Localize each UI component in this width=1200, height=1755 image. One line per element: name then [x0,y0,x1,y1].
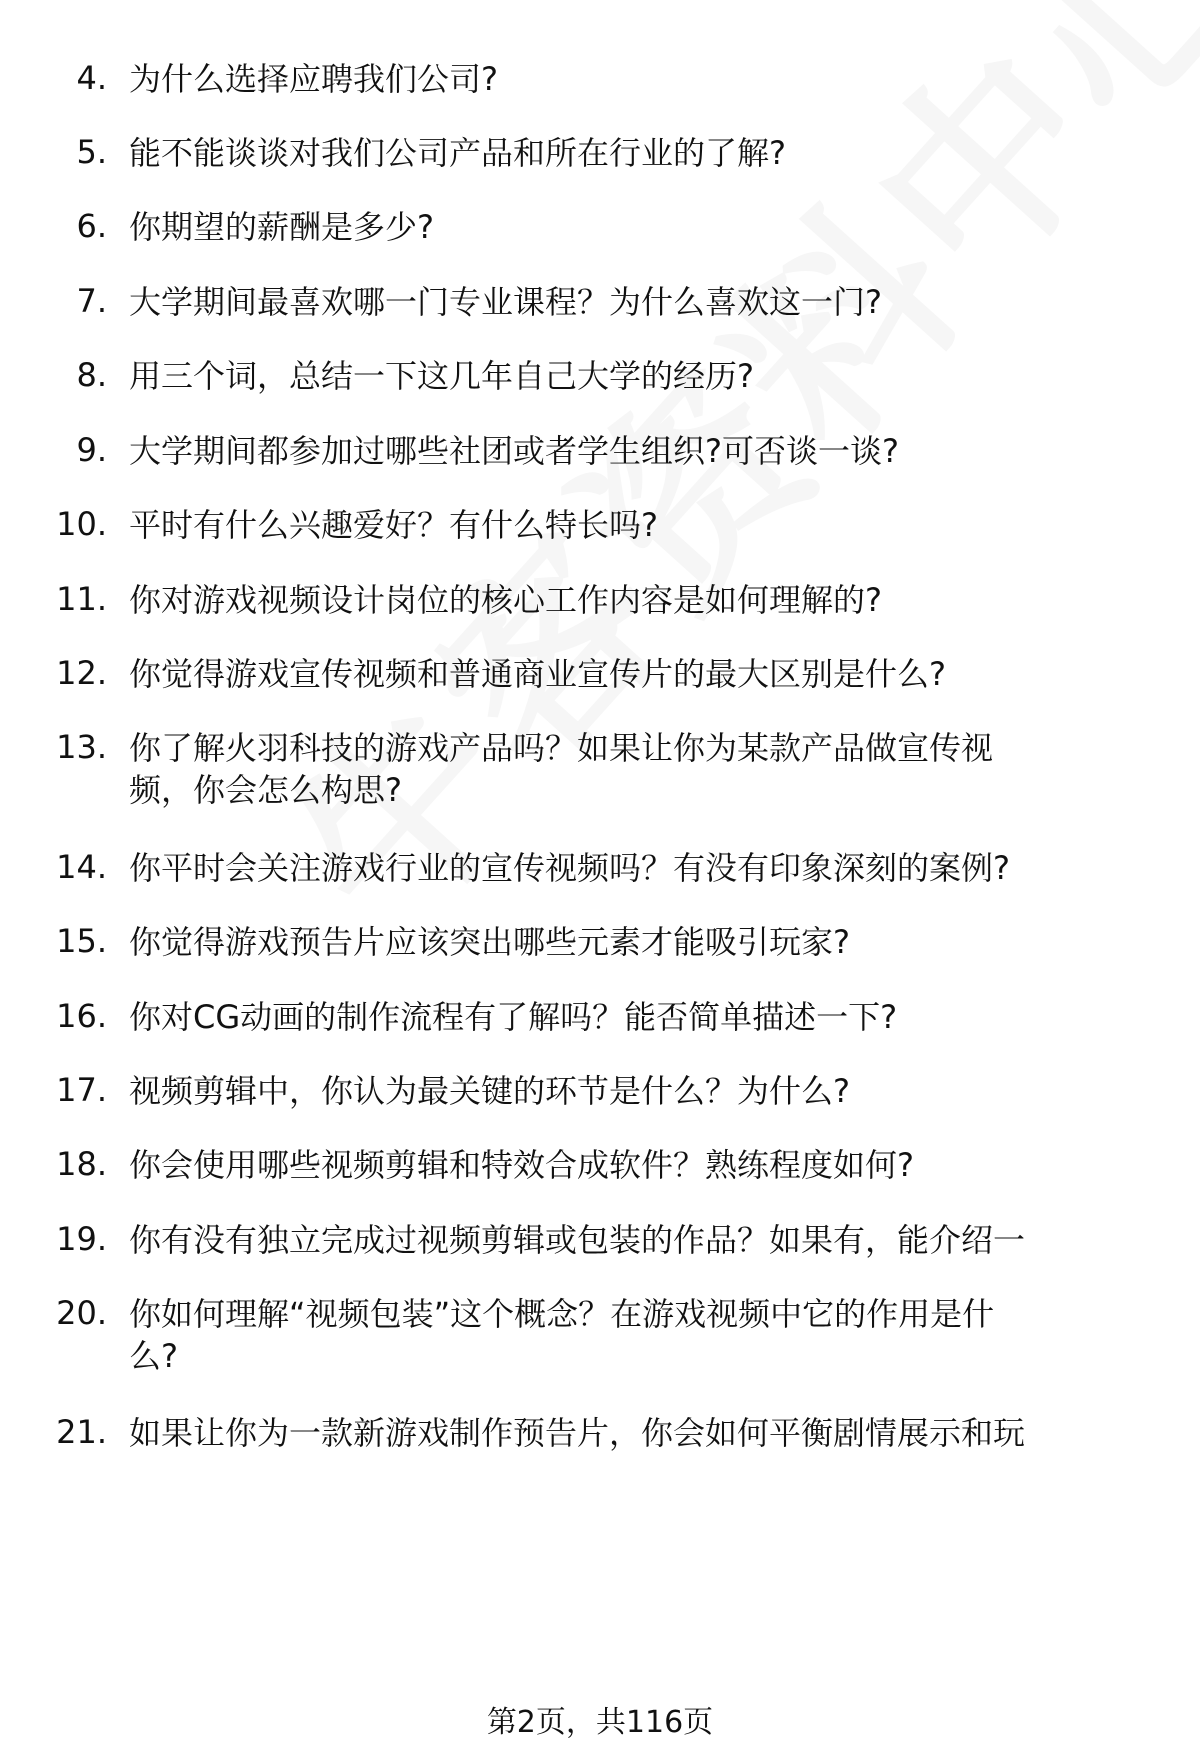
question-number: 11. [56,580,107,618]
question-text [129,579,1149,621]
question-number: 7. [76,282,107,320]
question-number: 13. [56,728,107,766]
question-text [129,653,1149,695]
question-line: 如果让你为一款新游戏制作预告片，你会如何平衡剧情展示和玩 [129,1414,1026,1452]
page-footer: 第2页，共116页 [486,1705,714,1740]
question-number: 20. [56,1294,107,1332]
question-text [129,1412,1149,1496]
question-text [129,727,1149,811]
question-text [129,430,1149,472]
question-line: 你了解火羽科技的游戏产品吗？如果让你为某款产品做宣传视 [129,729,994,767]
question-line: 你对CG动画的制作流程有了解吗？能否简单描述一下? [129,998,898,1036]
question-number: 19. [56,1220,107,1258]
question-line: 用三个词，总结一下这几年自己大学的经历? [129,357,754,395]
question-line: 么? [129,1337,178,1375]
question-line: 为什么选择应聘我们公司? [129,60,498,98]
question-text [129,847,1149,889]
question-number: 18. [56,1145,107,1183]
question-number: 17. [56,1071,107,1109]
question-line: 你如何理解“视频包装”这个概念？在游戏视频中它的作用是什 [129,1295,995,1333]
question-line: 你觉得游戏预告片应该突出哪些元素才能吸引玩家? [129,923,850,961]
question-text [129,355,1149,397]
question-text [129,132,1149,174]
question-number: 6. [76,207,107,245]
question-line: 平时有什么兴趣爱好？有什么特长吗? [129,506,658,544]
question-text [129,1293,1149,1377]
question-text [129,996,1149,1038]
question-line: 你会使用哪些视频剪辑和特效合成软件？熟练程度如何? [129,1146,914,1184]
question-line: 你有没有独立完成过视频剪辑或包装的作品？如果有，能介绍一 [129,1221,1026,1259]
question-line: 你期望的薪酬是多少? [129,208,434,246]
question-number: 4. [76,59,107,97]
question-text [129,504,1149,546]
question-number: 8. [76,356,107,394]
question-text [129,1531,1149,1573]
question-number: 12. [56,654,107,692]
question-text [129,1219,1149,1261]
question-line: 频，你会怎么构思? [129,771,402,809]
question-line: 你对游戏视频设计岗位的核心工作内容是如何理解的? [129,581,882,619]
question-number: 16. [56,997,107,1035]
question-line: 能不能谈谈对我们公司产品和所在行业的了解? [129,134,786,172]
question-line: 你平时会关注游戏行业的宣传视频吗？有没有印象深刻的案例? [129,849,1010,887]
question-number: 5. [76,133,107,171]
question-number: 21. [56,1413,107,1451]
question-line: 大学期间都参加过哪些社团或者学生组织?可否谈一谈? [129,432,899,470]
question-number: 15. [56,922,107,960]
question-text [129,1144,1149,1186]
question-text [129,1070,1149,1112]
question-text [129,58,1149,100]
question-line [129,1454,1149,1496]
question-line: 大学期间最喜欢哪一门专业课程？为什么喜欢这一门? [129,283,882,321]
question-number: 14. [56,848,107,886]
question-number: 10. [56,505,107,543]
question-text [129,206,1149,248]
question-line [129,1531,1149,1573]
question-line: 视频剪辑中，你认为最关键的环节是什么？为什么? [129,1072,850,1110]
question-text [129,281,1149,323]
question-line: 你觉得游戏宣传视频和普通商业宣传片的最大区别是什么? [129,655,946,693]
question-text [129,921,1149,963]
question-number: 9. [76,431,107,469]
